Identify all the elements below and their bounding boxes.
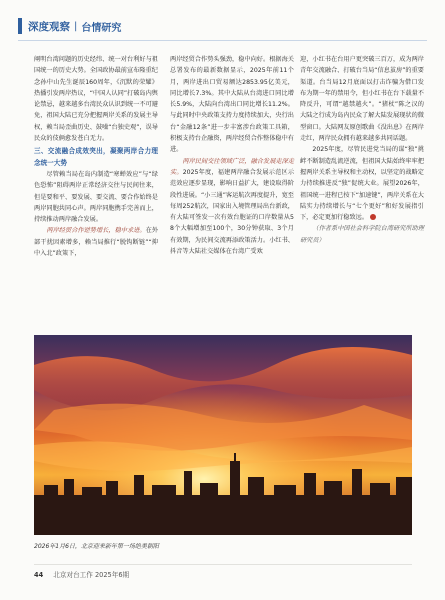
paragraph: 阐明台湾问题的历史经纬、统一对台利好与祖国统一的历史大势。全国政协最前宣布隆重纪念孙中山先生诞辰160周年，《沉默的荣耀》热播引发两岸热议，“中国人认同”打破岛内舆论禁忌，越来越多台湾民众认识到统一不可避免，祖国大陆已充分把握两岸关系的发展主导权，赖当局歪曲历史、鼓噪“台独史观”，误导民众的伎俩愈发苍白无力。 <box>34 56 158 143</box>
article-column-2 <box>170 54 294 257</box>
header-accent-bar <box>18 18 22 34</box>
sunrise-photo <box>34 335 412 535</box>
article-column-1 <box>34 54 158 259</box>
paragraph: 尽管赖当局在岛内制造“寒蝉效应”与“绿色恐怖”阻碍两岸正常经济交往与民间往来，但是要和平、要发展、要交流、要合作始终是两岸同胞共同心声。两岸同胞携手完善而上，持续推动两岸融合发展。 <box>34 170 158 224</box>
end-mark-icon <box>370 214 376 220</box>
paragraph-lead: 两岸民间交往领域广泛，融合发展走深走实。 <box>170 157 294 176</box>
paragraph: 两岸经贸合作势头强劲，稳中向好。根据海关总署发布的最新数据显示，2025年前11个月，两岸进出口贸易额达2853.95亿美元，同比增长7.3%。其中大陆从台湾进口同比增长5.9%，大陆向台湾出口同比增长11.2%。与此同时中央政策支持力度持续加大，央行出台“金融12条”进一步丰富涉台政策工具箱，积极支持台企融资，两岸经贸合作整体稳中有进。 <box>170 56 294 154</box>
paragraph: 迎，小红书在台用户更突破三百万，成为两岸青年交流融合、打破台当局“信息茧房”的重要渠道。台当局12月底面以打击诈骗为借口发布为期一年的禁用令，但小红书在台下载量不降反升，可谓“越禁越火”。“猪杖”陈之汉的大陆之行成为岛内民众了解大陆发展现状的微型窗口。大陆网友原创歌曲《没出息》在两岸走红，两岸民众拥有越来越多共同话题。 <box>300 56 424 143</box>
paragraph <box>34 225 158 259</box>
author-note: （作者系中国社会科学院台湾研究所助理研究员） <box>300 225 424 244</box>
paragraph <box>300 144 424 223</box>
section-header <box>18 18 121 34</box>
header-separator: | <box>74 20 78 32</box>
column-name: 台情研究 <box>81 22 122 34</box>
article-column-3 <box>300 54 424 246</box>
page-number: 44 <box>34 571 44 579</box>
footer-rule <box>34 564 412 565</box>
paragraph <box>170 156 294 258</box>
subheading: 三、交流融合成效突出，凝聚两岸合力理念统一大势 <box>34 147 158 167</box>
section-title: 深度观察 <box>28 20 70 33</box>
paragraph-body: 在外部干扰因素增多，赖当局推行“脱钩断链”“抑中入北”政策下， <box>34 227 159 258</box>
paragraph-body: 2025年度，尽管民进党当局的谋“独”挑衅不断制造乱流逆流，但祖国大陆始终牢牢把握两岸关系主导权和主动权，以坚定的战略定力持续推进反“独”促统大业。展望2026年，祖国统一进程已按下“加速键”，两岸关系在大陆实力持续增长与“七个更好”和好发展指引下，必定更加行稳致远。 <box>300 146 424 222</box>
journal-name: 北京对台工作 2025年6期 <box>53 571 130 579</box>
photo-caption: 2026年1月6日，北京迎来新年第一场绝美朝阳 <box>34 543 159 550</box>
paragraph-body: 2025年度，福建两岸融合发展示范区示范效应逐步显现，影响日益扩大，建设取得阶段性进展。“小三通”客运航次再度提升，宽至每周252航次，国家出入境管理局出台新政，有大陆可签发一次有效台胞证的口岸数量从58个大幅增加至100个，30分钟获取、3个月有效期，为民间交流再添政策活力。小红书、抖音等大陆社交媒体在台湾广受欢 <box>170 168 295 256</box>
paragraph-lead: 两岸经贸合作逆势增长，稳中求进。 <box>46 227 146 235</box>
sunrise-image-icon <box>34 335 412 535</box>
page-footer <box>34 569 129 579</box>
header-rule <box>18 40 427 41</box>
